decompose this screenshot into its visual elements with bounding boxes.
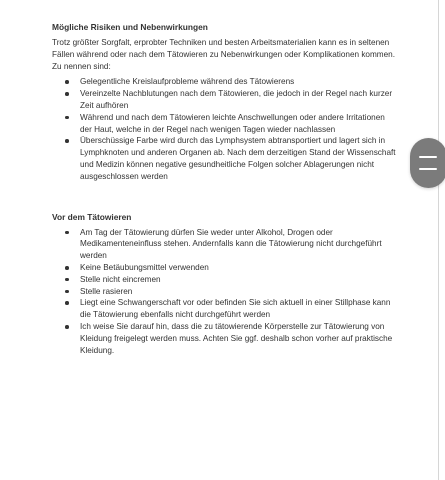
menu-line bbox=[419, 168, 437, 170]
list-item-text: Überschüssige Farbe wird durch das Lymphsystem abtransportiert und lagert sich in Lymphknoten und anderen Organen ab. Nach dem derzeitigen Stand der Wissenschaft und Medizin können negative gesundheitliche Folgen solcher Ablagerungen nicht ausgeschlossen werden bbox=[80, 136, 396, 181]
list-item bbox=[52, 88, 398, 112]
section-before-tattoo bbox=[52, 212, 398, 357]
bullet-icon bbox=[65, 231, 69, 235]
section-heading-risks: Mögliche Risiken und Nebenwirkungen bbox=[52, 22, 208, 32]
list-item-text: Gelegentliche Kreislaufprobleme während des Tätowierens bbox=[80, 77, 295, 87]
section-risks bbox=[52, 22, 398, 183]
bullet-icon bbox=[65, 301, 69, 305]
bullet-list-before-tattoo bbox=[52, 227, 398, 357]
list-item-text: Während und nach dem Tätowieren leichte Anschwellungen oder andere Irritationen der Haut, welche in der Regel nach wenigen Tagen wieder nachlassen bbox=[80, 112, 385, 134]
bullet-icon bbox=[65, 92, 69, 96]
section-heading-before-tattoo: Vor dem Tätowieren bbox=[52, 211, 132, 222]
hamburger-menu-icon[interactable] bbox=[410, 138, 445, 188]
list-item-text: Am Tag der Tätowierung dürfen Sie weder unter Alkohol, Drogen oder Medikamenteneinfluss stehen. Andernfalls kann die Tätowierung nicht durchgeführt werden bbox=[80, 227, 382, 261]
section-intro-risks: Trotz größter Sorgfalt, erprobter Techniken und besten Arbeitsmaterialien kann es in seltenen Fällen während oder nach dem Tätowieren zu Nebenwirkungen oder Komplikationen kommen. Zu nennen sind: bbox=[52, 38, 396, 71]
bullet-icon bbox=[65, 290, 69, 294]
section-spacer bbox=[52, 183, 398, 212]
list-item bbox=[52, 112, 398, 136]
list-item-text: Stelle rasieren bbox=[80, 286, 133, 296]
bullet-icon bbox=[65, 139, 69, 143]
list-item-text: Keine Betäubungsmittel verwenden bbox=[80, 262, 209, 272]
list-item bbox=[52, 135, 398, 182]
list-item-text: Liegt eine Schwangerschaft vor oder befinden Sie sich aktuell in einer Stillphase kann die Tätowierung ebenfalls nicht durchgeführt werden bbox=[80, 298, 391, 320]
menu-line bbox=[419, 156, 437, 158]
bullet-icon bbox=[65, 80, 69, 84]
list-item bbox=[52, 297, 398, 321]
document-content bbox=[52, 22, 398, 356]
list-item bbox=[52, 286, 398, 298]
list-item bbox=[52, 76, 398, 88]
list-item-text: Stelle nicht eincremen bbox=[80, 274, 161, 284]
list-item bbox=[52, 227, 398, 262]
bullet-list-risks bbox=[52, 76, 398, 182]
page-edge-divider bbox=[438, 0, 439, 480]
list-item bbox=[52, 321, 398, 356]
list-item bbox=[52, 274, 398, 286]
bullet-icon bbox=[65, 278, 69, 282]
bullet-icon bbox=[65, 325, 69, 329]
list-item-text: Vereinzelte Nachblutungen nach dem Tätowieren, die jedoch in der Regel nach kurzer Zeit aufhören bbox=[80, 89, 393, 110]
bullet-icon bbox=[65, 116, 69, 120]
list-item bbox=[52, 262, 398, 274]
list-item-text: Ich weise Sie darauf hin, dass die zu tätowierende Körperstelle zur Tätowierung von Kleidung freigelegt werden muss. Achten Sie ggf. deshalb schon vorher auf praktische Kleidung. bbox=[80, 321, 393, 355]
bullet-icon bbox=[65, 266, 69, 270]
